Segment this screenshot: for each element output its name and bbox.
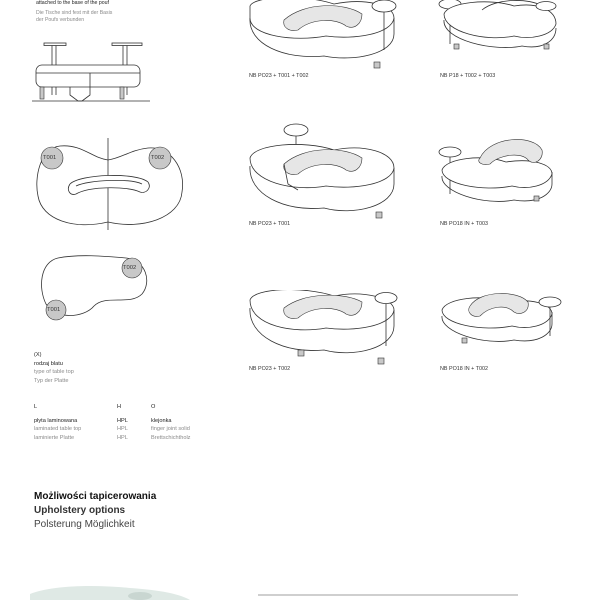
iso-drawing-3 (244, 290, 404, 370)
table-top-pl: rodzaj blatu (34, 361, 63, 367)
upholstery-preview-image (30, 584, 190, 600)
iso-drawing-4 (434, 0, 564, 60)
iso-drawing-6 (434, 286, 564, 356)
iso-drawing-2 (244, 120, 404, 220)
option-key-h: H (117, 404, 122, 410)
table-top-en: type of table top (34, 369, 74, 375)
option-o-pl: klejonka (151, 418, 172, 424)
option-l-pl: płyta laminowana (34, 418, 78, 424)
cut-off-text-line (258, 594, 518, 596)
left-table-top (44, 43, 66, 46)
caption-4: NB PO18 IN + T003 (440, 221, 488, 227)
iso-drawing-1 (244, 0, 404, 72)
option-h-en: HPL (117, 426, 128, 432)
option-key-o: O (151, 404, 156, 410)
note-en: attached to the base of the pouf (36, 0, 109, 6)
pouf-body (36, 65, 140, 87)
option-l-en: laminated table top (34, 426, 82, 432)
table-top-code: (X) (34, 352, 42, 358)
option-l-de: laminierte Platte (34, 435, 75, 441)
option-h-pl: HPL (117, 418, 128, 424)
upholstery-heading-de: Polsterung Möglichkeit (34, 519, 135, 530)
right-table-top (112, 43, 142, 46)
caption-6: NB PO18 IN + T002 (440, 366, 488, 372)
caption-1: NB PO23 + T001 + T002 (249, 73, 309, 79)
label-t002: T002 (151, 155, 165, 161)
iso-drawing-5 (434, 130, 564, 210)
upholstery-heading-en: Upholstery options (34, 505, 126, 516)
label-t002-small: T002 (123, 265, 137, 271)
caption-2: NB P18 + T002 + T003 (440, 73, 496, 79)
upholstery-heading-pl: Możliwości tapicerowania (34, 491, 157, 502)
option-key-l: L (34, 404, 38, 410)
plan-view-drawing (30, 138, 190, 233)
option-h-de: HPL (117, 435, 128, 441)
caption-3: NB PO23 + T001 (249, 221, 291, 227)
side-view-drawing (30, 35, 155, 105)
option-o-de: Brettschichtholz (151, 435, 191, 441)
note-de-line1: Die Tische sind fest mit der Basis (36, 10, 113, 16)
small-plan-drawing (34, 248, 154, 326)
option-o-en: finger joint solid (151, 426, 190, 432)
caption-5: NB PO23 + T002 (249, 366, 291, 372)
label-t001-small: T001 (47, 307, 61, 313)
label-t001: T001 (43, 155, 57, 161)
note-de-line2: der Poufs verbunden (36, 17, 85, 23)
table-top-de: Typ der Platte (34, 378, 69, 384)
